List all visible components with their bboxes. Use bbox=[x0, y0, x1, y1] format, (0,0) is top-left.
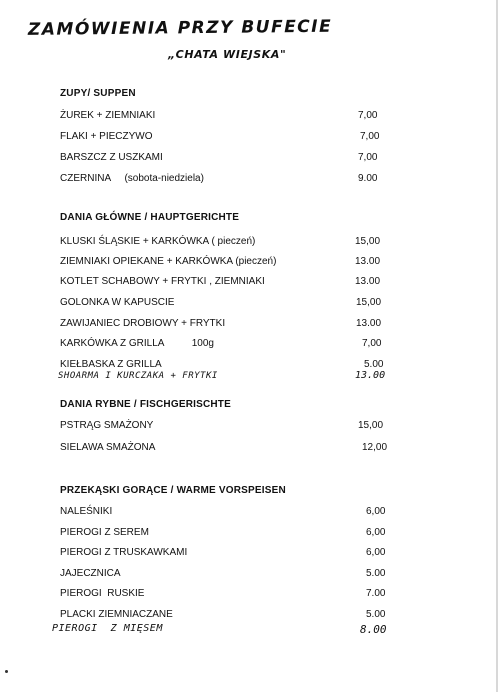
section-heading-soups: ZUPY/ SUPPEN bbox=[60, 88, 136, 99]
menu-item-price: 13.00 bbox=[355, 256, 381, 267]
menu-item: KARKÓWKA Z GRILLA 100g bbox=[60, 338, 214, 349]
handwritten-menu-item-price: 8.00 bbox=[360, 623, 387, 636]
section-heading-fish-dishes: DANIA RYBNE / FISCHGERISCHTE bbox=[60, 399, 231, 410]
menu-item: KIEŁBASKA Z GRILLA bbox=[60, 359, 162, 370]
menu-item: FLAKI + PIECZYWO bbox=[60, 131, 153, 142]
menu-item: NALEŚNIKI bbox=[60, 506, 113, 517]
menu-item-price: 15,00 bbox=[356, 297, 382, 308]
menu-item: ZAWIJANIEC DROBIOWY + FRYTKI bbox=[60, 318, 226, 329]
menu-item-price: 5.00 bbox=[366, 568, 386, 579]
page-subtitle: „CHATA WIEJSKA" bbox=[168, 48, 287, 61]
handwritten-menu-item: SHOARMA I KURCZAKA + FRYTKI bbox=[58, 371, 218, 381]
menu-item-price: 15,00 bbox=[358, 420, 384, 431]
menu-item: CZERNINA (sobota-niedziela) bbox=[60, 173, 204, 184]
menu-item-price: 7.00 bbox=[366, 588, 386, 599]
menu-item: KOTLET SCHABOWY + FRYTKI , ZIEMNIAKI bbox=[60, 276, 265, 287]
menu-item: JAJECZNICA bbox=[60, 568, 121, 579]
handwritten-menu-item: PIEROGI Z MIĘSEM bbox=[52, 623, 163, 634]
scan-edge bbox=[496, 0, 498, 692]
menu-item-price: 7,00 bbox=[360, 131, 380, 142]
menu-item-price: 6,00 bbox=[366, 547, 386, 558]
menu-item: SIELAWA SMAŻONA bbox=[60, 442, 156, 453]
menu-item: ŻUREK + ZIEMNIAKI bbox=[60, 110, 156, 121]
menu-item-price: 13.00 bbox=[356, 318, 382, 329]
menu-item-price: 5.00 bbox=[366, 609, 386, 620]
menu-item-price: 7,00 bbox=[358, 152, 378, 163]
menu-item-price: 12,00 bbox=[362, 442, 388, 453]
section-heading-main-dishes: DANIA GŁÓWNE / HAUPTGERICHTE bbox=[60, 212, 240, 223]
menu-item: KLUSKI ŚLĄSKIE + KARKÓWKA ( pieczeń) bbox=[60, 236, 256, 247]
menu-item: BARSZCZ Z USZKAMI bbox=[60, 152, 163, 163]
menu-item-price: 6,00 bbox=[366, 527, 386, 538]
menu-item: PIEROGI RUSKIE bbox=[60, 588, 145, 599]
menu-item: ZIEMNIAKI OPIEKANE + KARKÓWKA (pieczeń) bbox=[60, 256, 277, 267]
menu-item-price: 6,00 bbox=[366, 506, 386, 517]
menu-item-price: 7,00 bbox=[362, 338, 382, 349]
page-title: ZAMÓWIENIA PRZY BUFECIE bbox=[27, 16, 333, 40]
scan-speck bbox=[5, 670, 8, 673]
menu-item: GOLONKA W KAPUSCIE bbox=[60, 297, 175, 308]
menu-item: PSTRĄG SMAŻONY bbox=[60, 420, 154, 431]
section-heading-hot-starters: PRZEKĄSKI GORĄCE / WARME VORSPEISEN bbox=[60, 485, 286, 496]
menu-item-price: 15,00 bbox=[355, 236, 381, 247]
menu-item: PLACKI ZIEMNIACZANE bbox=[60, 609, 173, 620]
menu-item-price: 7,00 bbox=[358, 110, 378, 121]
menu-item: PIEROGI Z TRUSKAWKAMI bbox=[60, 547, 188, 558]
handwritten-menu-item-price: 13.00 bbox=[355, 370, 386, 381]
menu-item: PIEROGI Z SEREM bbox=[60, 527, 149, 538]
menu-item-price: 9.00 bbox=[358, 173, 378, 184]
menu-item-price: 13.00 bbox=[355, 276, 381, 287]
menu-item-price: 5.00 bbox=[364, 359, 384, 370]
